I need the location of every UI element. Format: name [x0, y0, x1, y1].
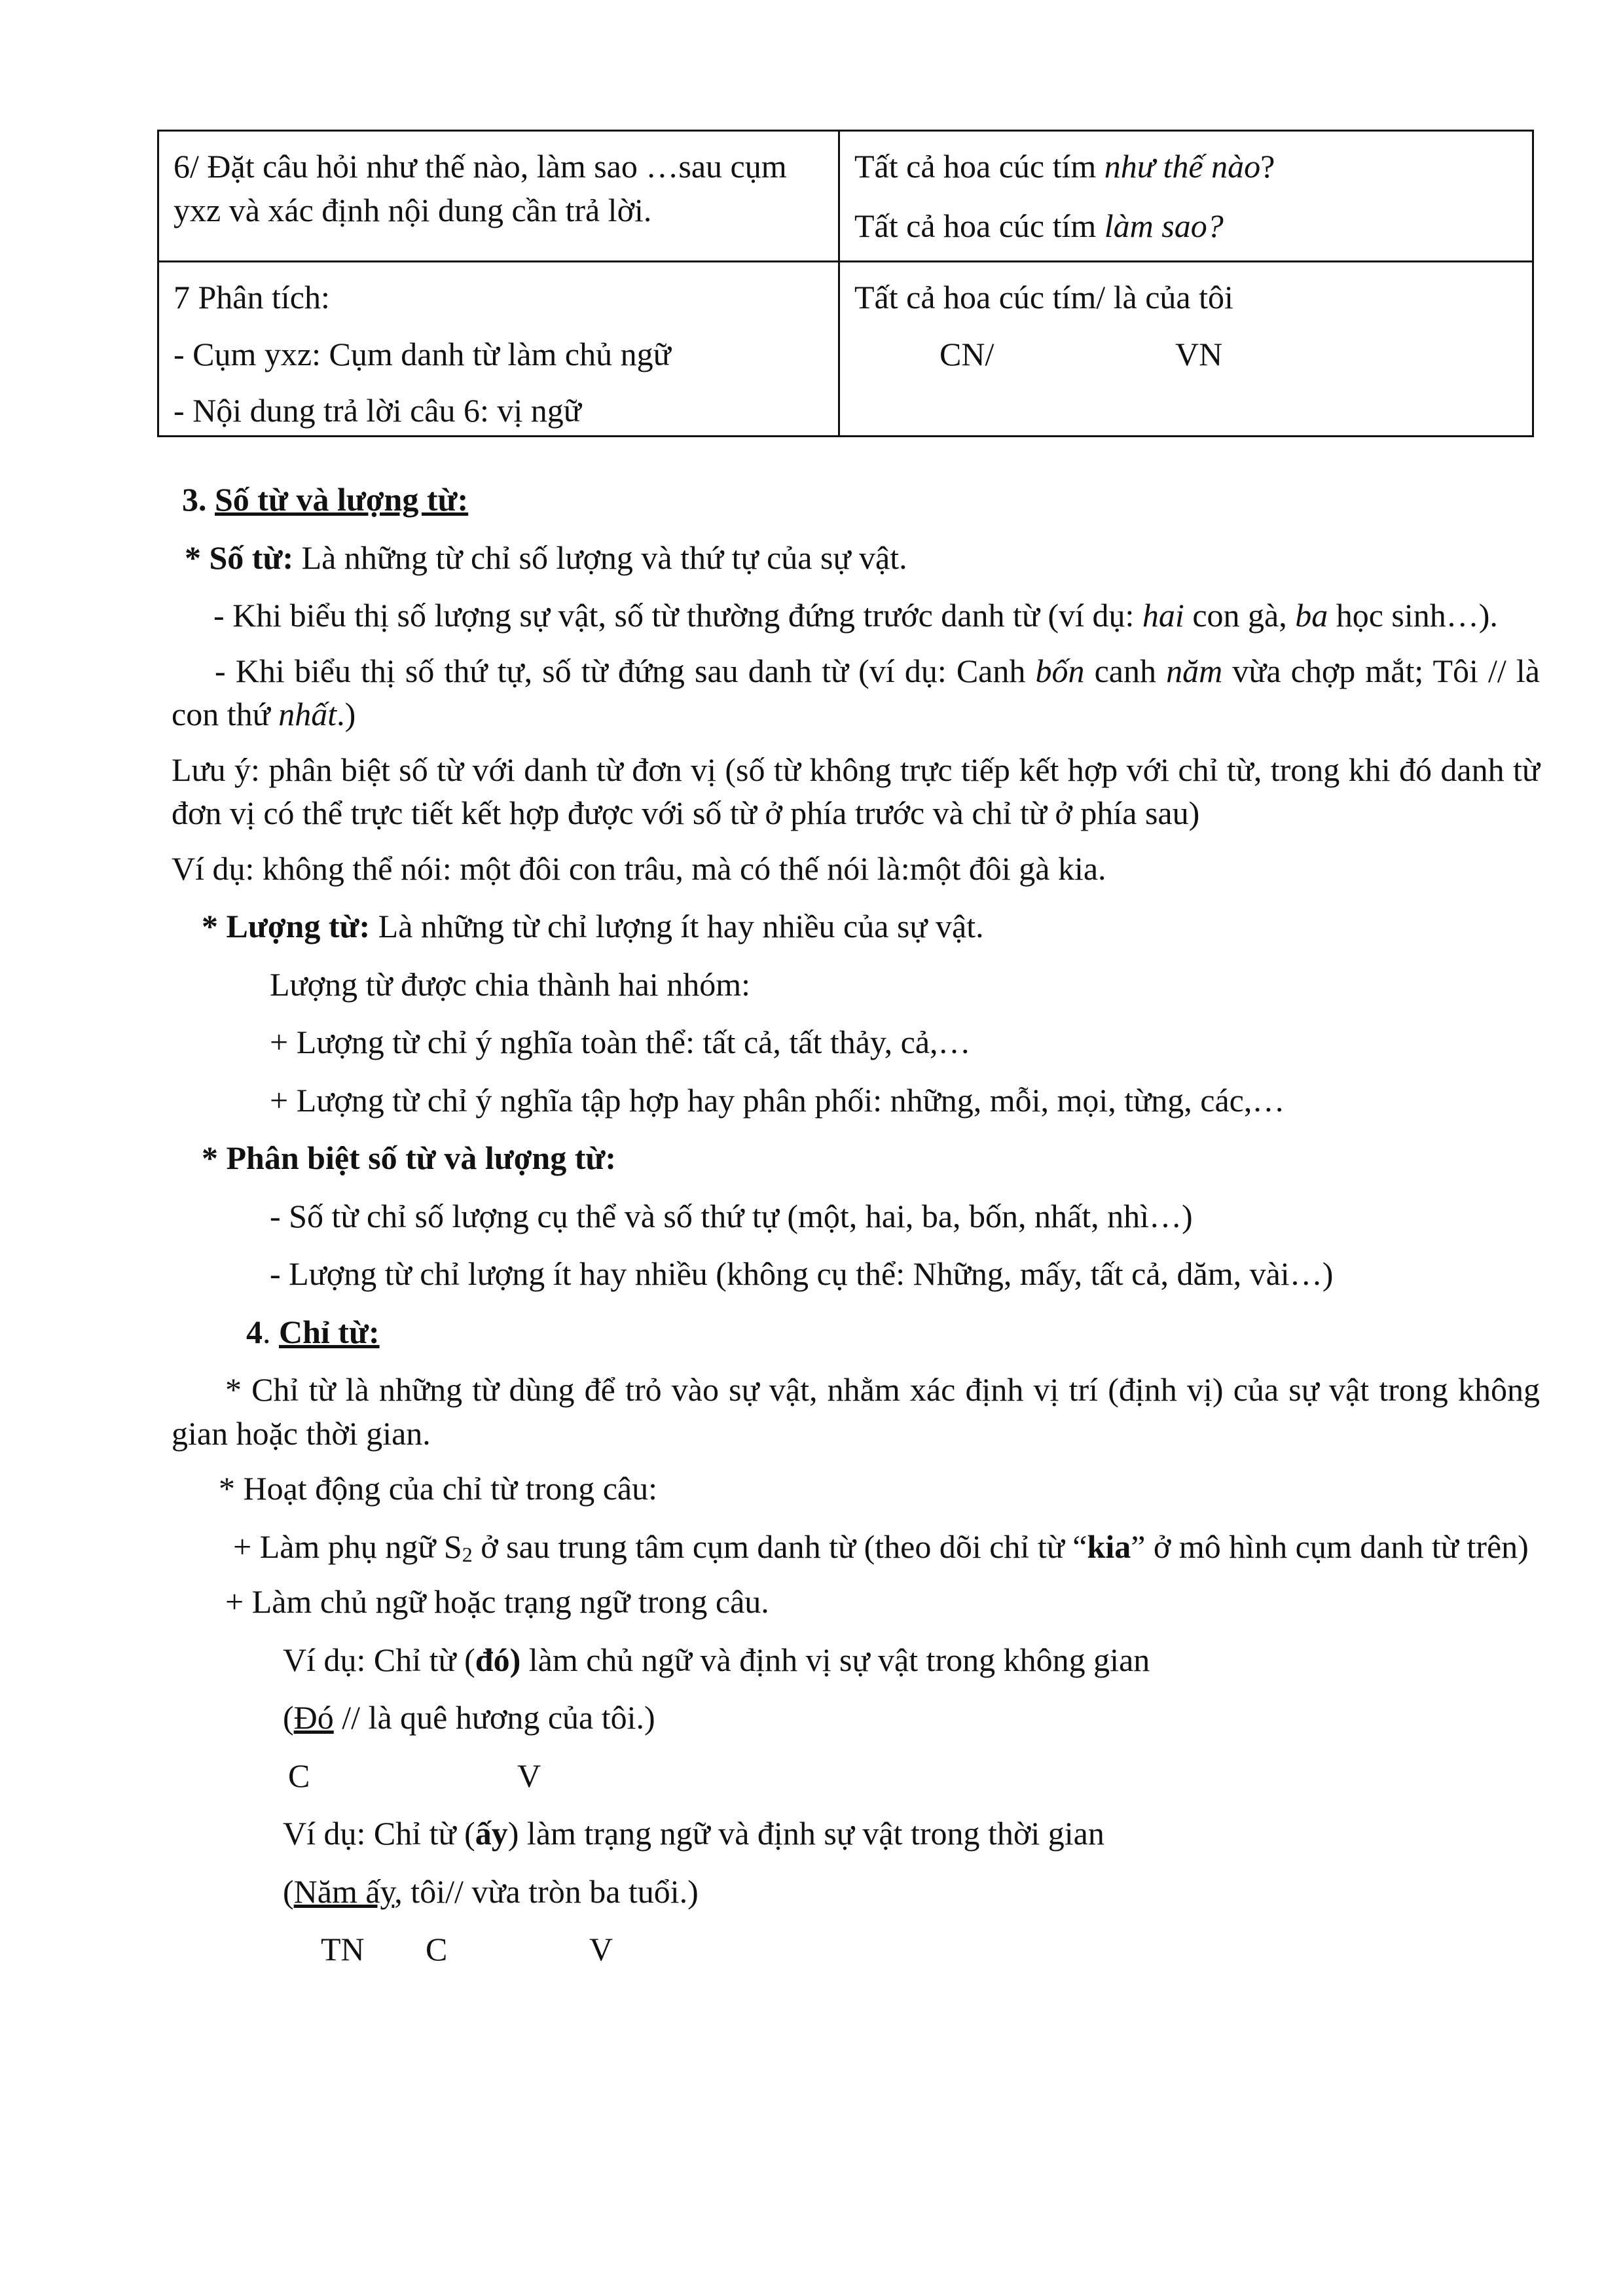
example-question-2: Tất cả hoa cúc tím làm sao?: [854, 207, 1224, 244]
phan-biet-heading: * Phân biệt số từ và lượng từ:: [202, 1139, 617, 1176]
luu-y-note: Lưu ý: phân biệt số từ với danh từ đơn vị (số từ không trực tiếp kết hợp với chỉ từ, trong khi đó danh từ đơn vị có thể trực tiết kết hợp được với số từ ở phía trước và chỉ từ ở phía sau): [172, 751, 1540, 831]
table-row: [158, 262, 1533, 437]
luong-tu-group-1: + Lượng từ chỉ ý nghĩa toàn thể: tất cả, tất thảy, cả,…: [270, 1024, 971, 1060]
step-7-line-2: - Nội dung trả lời câu 6: vị ngữ: [173, 392, 581, 429]
table-cell-step-6: [158, 131, 839, 262]
hoat-dong-heading: * Hoạt động của chỉ từ trong câu:: [219, 1470, 657, 1507]
step-6-text: 6/ Đặt câu hỏi như thế nào, làm sao …sau cụm yxz và xác định nội dung cần trả lời.: [173, 148, 787, 228]
analysis-table: [157, 130, 1534, 437]
label-c: C: [426, 1931, 448, 1968]
label-v: V: [517, 1757, 541, 1794]
luong-tu-group-2: + Lượng từ chỉ ý nghĩa tập hợp hay phân phối: những, mỗi, mọi, từng, các,…: [270, 1081, 1285, 1119]
example-analysis-labels: [854, 332, 1518, 376]
section-3-heading: 3. Số từ và lượng từ:: [182, 481, 469, 518]
table-cell-example-7: [839, 262, 1533, 437]
so-tu-thu-tu: - Khi biểu thị số thứ tự, số từ đứng sau danh từ (ví dụ: Canh bốn canh năm vừa chợp mắt; Tôi // là con thứ nhất.): [172, 652, 1540, 732]
luong-tu-groups: Lượng từ được chia thành hai nhóm:: [270, 965, 751, 1003]
label-vn: VN: [1175, 335, 1223, 372]
example-analysis-sentence: Tất cả hoa cúc tím/ là của tôi: [854, 279, 1233, 315]
vi-du-note: Ví dụ: không thể nói: một đôi con trâu, mà có thế nói là:một đôi gà kia.: [172, 850, 1106, 887]
example-1-labels: [172, 1754, 1540, 1798]
example-2-intro: Ví dụ: Chỉ từ (ấy) làm trạng ngữ và định sự vật trong thời gian: [283, 1815, 1104, 1852]
example-question-1: Tất cả hoa cúc tím như thế nào?: [854, 148, 1275, 185]
label-v: V: [589, 1931, 613, 1968]
table-cell-step-7: [158, 262, 839, 437]
step-7-line-1: - Cụm yxz: Cụm danh từ làm chủ ngữ: [173, 335, 671, 372]
step-7-title: 7 Phân tích:: [173, 279, 330, 315]
phan-biet-so-tu: - Số từ chỉ số lượng cụ thể và số thứ tự (một, hai, ba, bốn, nhất, nhì…): [270, 1197, 1193, 1234]
phan-biet-luong-tu: - Lượng từ chỉ lượng ít hay nhiều (không cụ thể: Những, mấy, tất cả, dăm, vài…): [270, 1255, 1334, 1292]
example-1-intro: Ví dụ: Chỉ từ (đó) làm chủ ngữ và định vị sự vật trong không gian: [283, 1641, 1150, 1678]
label-c: C: [288, 1757, 310, 1794]
section-4-heading: 4. Chỉ từ:: [246, 1313, 380, 1350]
table-cell-example-6: [839, 131, 1533, 262]
example-2-labels: [172, 1928, 1540, 1971]
table-row: [158, 131, 1533, 262]
lam-chu-ngu: + Làm chủ ngữ hoặc trạng ngữ trong câu.: [225, 1583, 769, 1621]
example-2-sentence: (Năm ấy, tôi// vừa tròn ba tuổi.): [283, 1873, 699, 1910]
chi-tu-definition: * Chỉ từ là những từ dùng để trỏ vào sự vật, nhằm xác định vị trí (định vị) của sự vật trong không gian hoặc thời gian.: [172, 1371, 1540, 1452]
luong-tu-definition: * Lượng từ: Là những từ chỉ lượng ít hay nhiều của sự vật.: [202, 908, 984, 944]
lam-phu-ngu: + Làm phụ ngữ $S_2$ ở sau trung tâm cụm danh từ (theo dõi chỉ từ “kia” ở mô hình cụm danh từ trên): [233, 1528, 1529, 1566]
label-tn: TN: [321, 1931, 365, 1968]
so-tu-so-luong: - Khi biểu thị số lượng sự vật, số từ thường đứng trước danh từ (ví dụ: hai con gà, ba học sinh…).: [213, 597, 1498, 634]
document-body: [172, 478, 1540, 1971]
label-cn: CN/: [939, 335, 994, 372]
so-tu-definition: * Số từ: Là những từ chỉ số lượng và thứ tự của sự vật.: [185, 539, 907, 576]
example-1-sentence: (Đó // là quê hương của tôi.): [283, 1699, 655, 1736]
